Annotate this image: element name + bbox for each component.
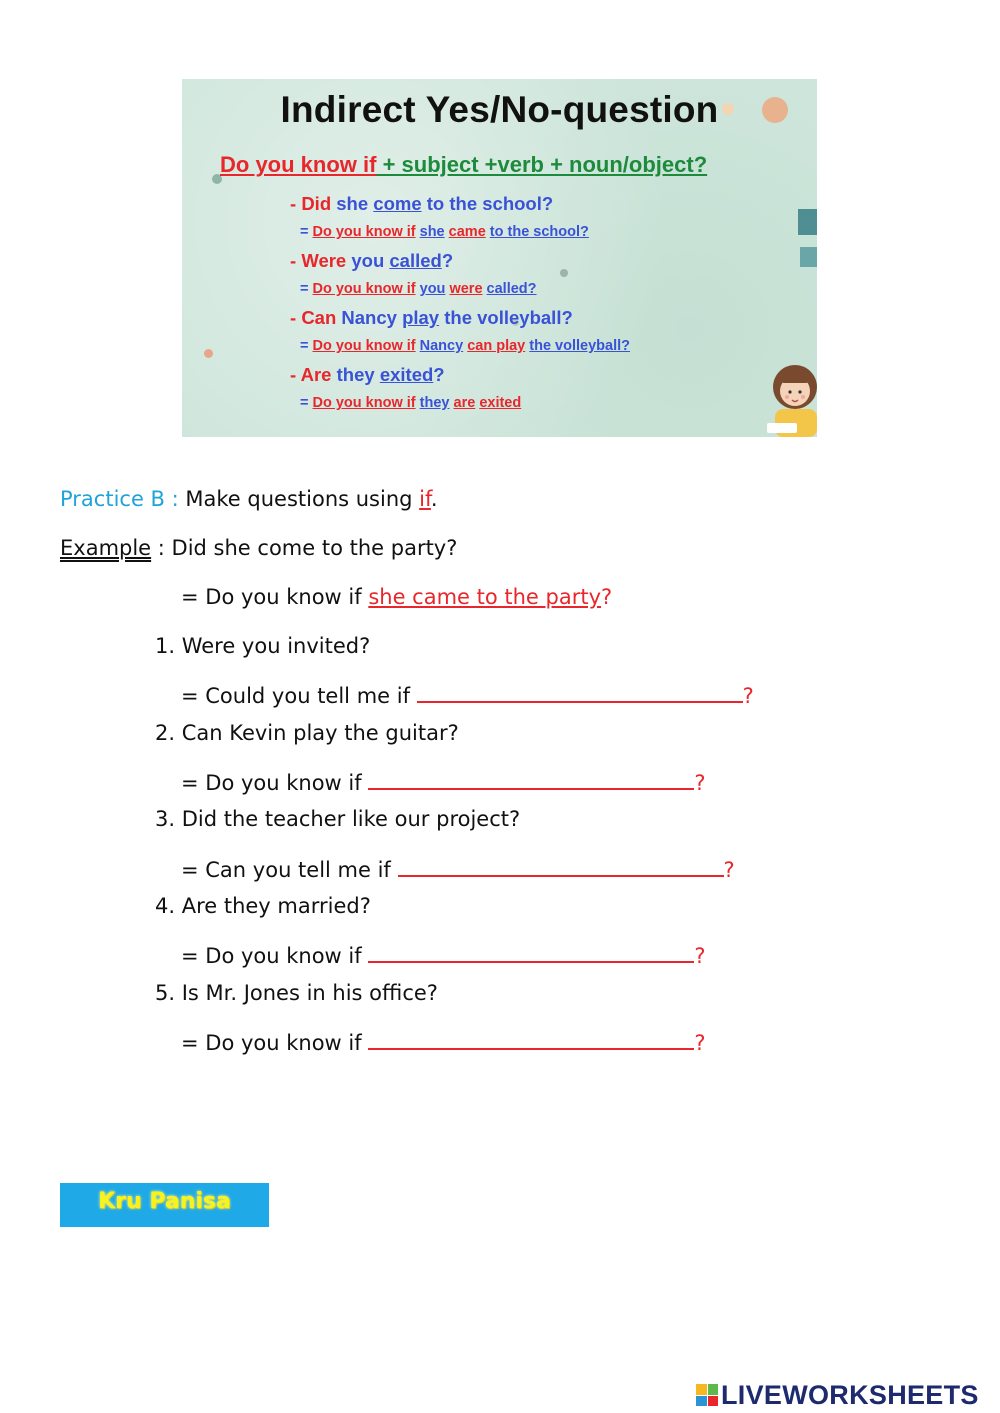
answer-blank[interactable] [368,1030,694,1050]
banner-question: - Were you called? [290,250,454,271]
grammar-banner [182,79,817,437]
banner-answer: = Do you know if they are exited [300,395,522,411]
brand-text: LIVEWORKSHEETS [721,1379,979,1410]
example-answer: = Do you know if she came to the party? [181,585,613,609]
banner-formula [220,152,707,178]
item-question: 5. Is Mr. Jones in his office? [155,981,438,1005]
practice-label: Practice B : [60,487,179,511]
item-answer-row: = Can you tell me if ? [181,858,735,882]
banner-answer: = Do you know if Nancy can play the volleyball? [300,338,630,354]
item-question: 2. Can Kevin play the guitar? [155,721,459,745]
banner-title: Indirect Yes/No-question [280,89,719,130]
flag-decoration [798,209,817,235]
example-question: Example : Did she come to the party? [60,536,458,560]
decor-dot [560,269,568,277]
girl-illustration [767,361,817,437]
answer-blank[interactable] [368,943,694,963]
practice-heading: Practice B : Make questions using if. [60,487,438,511]
author-name: Kru Panisa [98,1189,231,1214]
banner-answer: = Do you know if you were called? [300,281,537,297]
banner-question: - Are they exited? [290,364,445,385]
example-answer-text: she came to the party [368,585,602,609]
answer-blank[interactable] [417,683,743,703]
answer-blank[interactable] [368,770,694,790]
practice-keyword: if [419,487,431,511]
flag-decoration [800,247,817,267]
banner-answer: = Do you know if she came to the school? [300,224,589,240]
liveworksheets-icon [696,1384,718,1406]
formula-lead: Do you know if [220,152,377,177]
example-label: Example [60,536,152,560]
item-question: 4. Are they married? [155,894,371,918]
decor-dot [204,349,213,358]
item-answer-row: = Do you know if ? [181,1031,706,1055]
formula-rest: + subject +verb + noun/object? [376,152,708,177]
author-badge [60,1183,269,1227]
liveworksheets-logo [696,1377,979,1413]
item-answer-row: = Could you tell me if ? [181,684,754,708]
item-question: 3. Did the teacher like our project? [155,807,521,831]
answer-blank[interactable] [398,857,724,877]
item-answer-row: = Do you know if ? [181,944,706,968]
practice-instruction: Make questions using [185,487,413,511]
banner-question: - Did she come to the school? [290,193,554,214]
banner-question: - Can Nancy play the volleyball? [290,307,573,328]
item-question: 1. Were you invited? [155,634,371,658]
item-answer-row: = Do you know if ? [181,771,706,795]
